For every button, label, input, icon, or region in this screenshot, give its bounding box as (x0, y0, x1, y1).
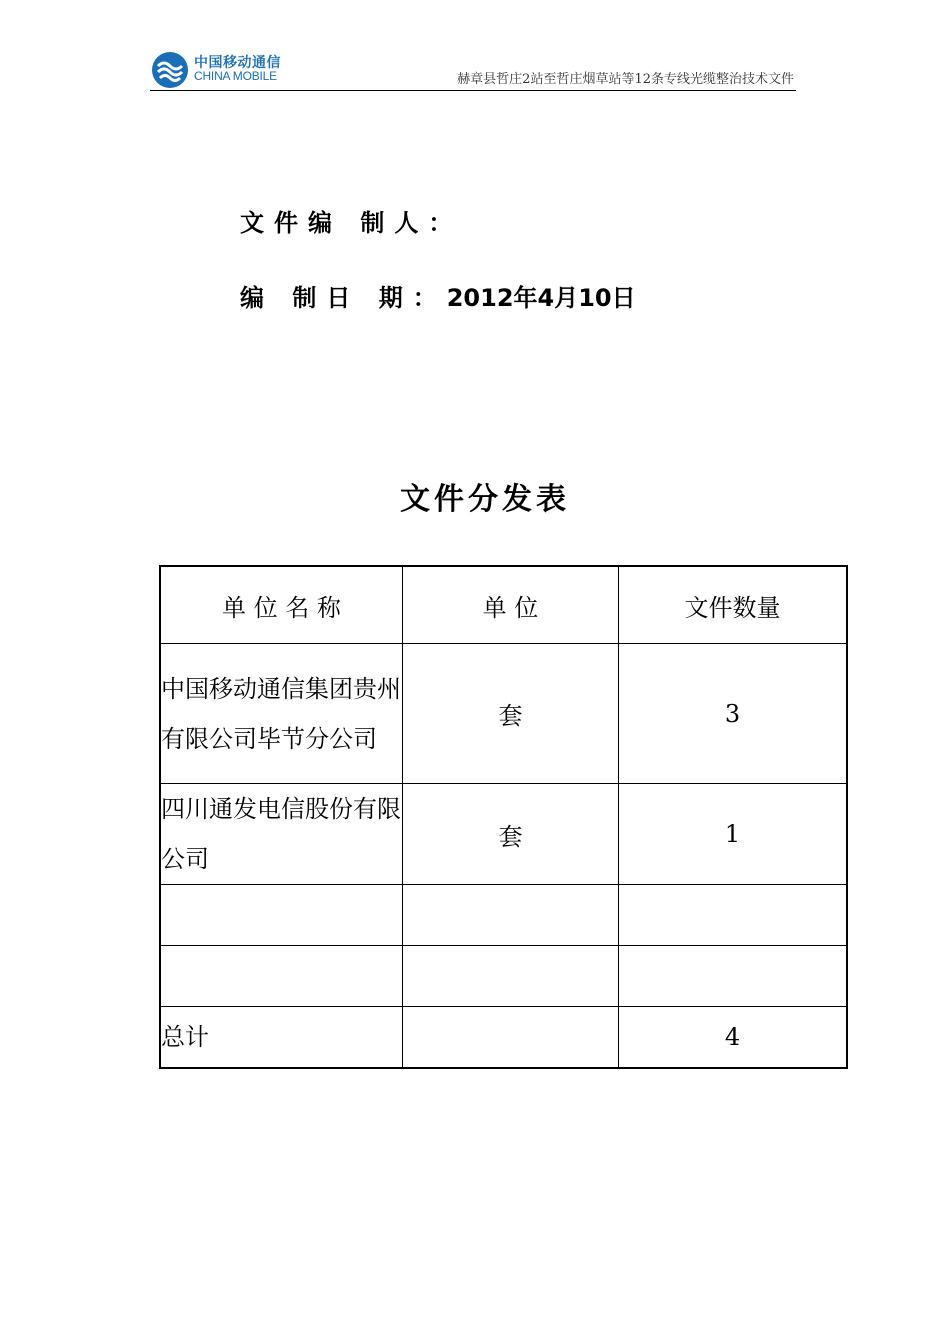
header-unit-name: 单 位 名 称 (160, 566, 403, 644)
table-row (160, 784, 847, 885)
date-value: 2012年4月10日 (446, 284, 636, 312)
distribution-table (159, 565, 848, 1069)
cell-unit: 套 (403, 644, 619, 784)
table-row (160, 644, 847, 784)
author-label: 文件编 制人： (240, 209, 463, 237)
cell-unit (403, 885, 619, 946)
table-row (160, 885, 847, 946)
document-title: 赫章县哲庄2站至哲庄烟草站等12条专线光缆整治技术文件 (457, 72, 794, 87)
author-line (240, 203, 462, 238)
logo-text-cn: 中国移动通信 (194, 55, 281, 71)
cell-unit-name (160, 885, 403, 946)
cell-unit-name: 中国移动通信集团贵州有限公司毕节分公司 (160, 644, 403, 784)
cell-unit (403, 946, 619, 1007)
china-mobile-logo (150, 50, 300, 90)
date-line (240, 278, 636, 313)
table-header-row (160, 566, 847, 644)
cell-quantity: 1 (619, 784, 848, 885)
distribution-table-title: 文件分发表 (400, 482, 570, 517)
cell-unit-name: 四川通发电信股份有限公司 (160, 784, 403, 885)
table-row (160, 946, 847, 1007)
total-label: 总计 (160, 1007, 403, 1069)
china-mobile-emblem-icon (150, 50, 190, 90)
cell-quantity (619, 885, 848, 946)
total-quantity: 4 (619, 1007, 848, 1069)
page-header (150, 48, 796, 91)
logo-text-en: CHINA MOBILE (194, 69, 277, 83)
date-label: 编 制日 期： (240, 284, 447, 312)
cell-unit-name (160, 946, 403, 1007)
table-total-row (160, 1007, 847, 1069)
cell-quantity: 3 (619, 644, 848, 784)
header-quantity: 文件数量 (619, 566, 848, 644)
total-unit (403, 1007, 619, 1069)
cell-unit: 套 (403, 784, 619, 885)
header-unit: 单 位 (403, 566, 619, 644)
cell-quantity (619, 946, 848, 1007)
